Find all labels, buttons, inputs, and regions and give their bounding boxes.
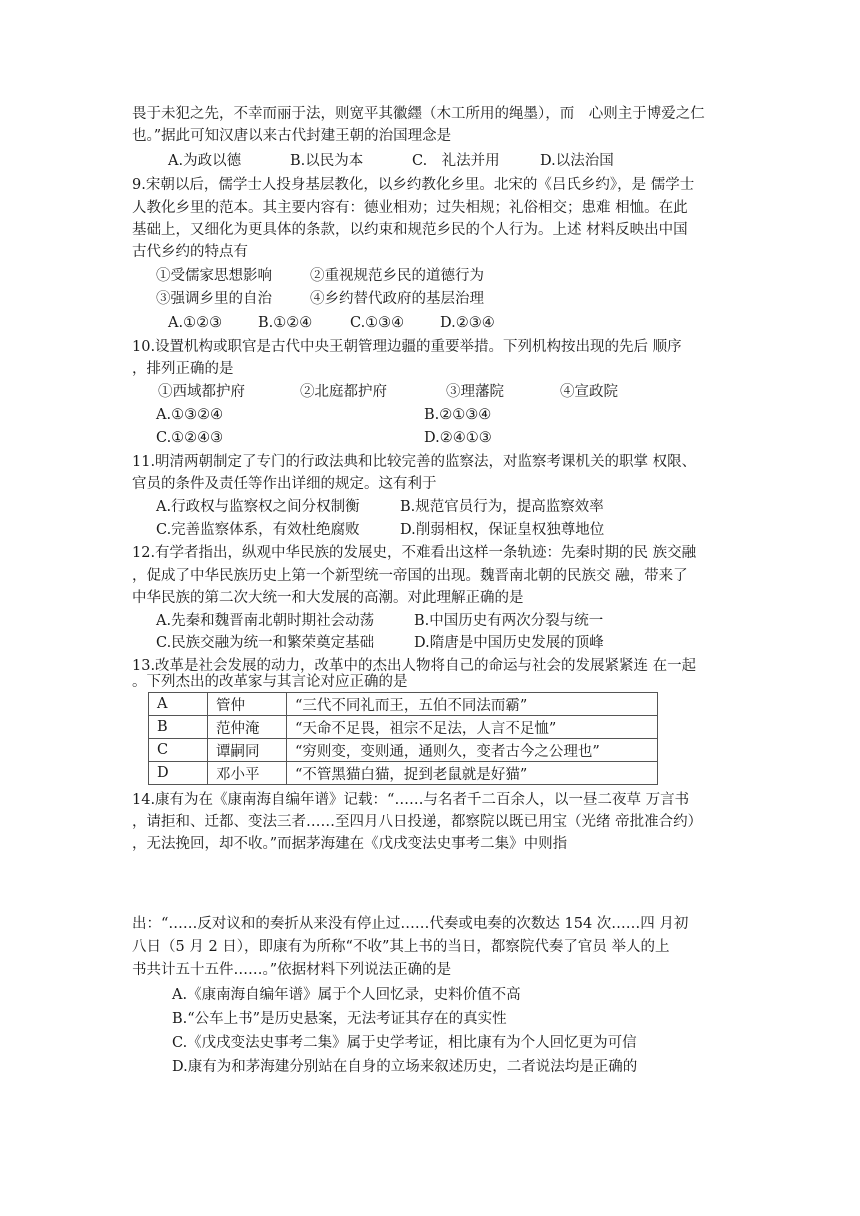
q11-option-c: C.完善监察体系，有效杜绝腐败 [156, 522, 360, 538]
q11-option-b: B.规范官员行为，提高监察效率 [400, 499, 604, 515]
q12-line-3: 中华民族的第二次大统一和大发展的高潮。对此理解正确的是 [132, 590, 524, 606]
q13-opt-b: B [149, 716, 208, 739]
q10-item-1: ①西域都护府 [158, 384, 245, 400]
table-row [149, 716, 658, 739]
q14-line-2: ，请拒和、迁都、变法三者……至四月八日投递，都察院以既已用宝（光绪 帝批准合约） [132, 814, 703, 830]
q14-line-6: 书共计五十五件……。”依据材料下列说法正确的是 [132, 962, 452, 978]
q8-line-1: 畏于未犯之先，不幸而丽于法，则宽平其徽纆（木工所用的绳墨），而 心则主于博爱之仁 [132, 106, 705, 122]
q10-item-4: ④宣政院 [560, 384, 618, 400]
q12-line-1: 12.有学者指出，纵观中华民族的发展史，不难看出这样一条轨迹：先秦时期的民 族交融 [132, 545, 697, 561]
q10-line-2: ，排列正确的是 [132, 361, 234, 377]
q10-option-a: A.①③②④ [156, 407, 224, 423]
q13-name-b: 范仲淹 [208, 716, 287, 739]
q14-option-b: B.“公车上书”是历史悬案，无法考证其存在的真实性 [172, 1011, 507, 1027]
q9-option-d: D.②③④ [440, 315, 495, 331]
q8-line-2: 也。”据此可知汉唐以来古代封建王朝的治国理念是 [132, 128, 452, 144]
q8-option-c: C. 礼法并用 [412, 153, 500, 169]
q8-option-d: D.以法治国 [540, 153, 614, 169]
q9-line-3: 基础上，又细化为更具体的条款，以约束和规范乡民的个人行为。上述 材料反映出中国 [132, 222, 688, 238]
table-row [149, 762, 658, 785]
q13-name-c: 谭嗣同 [208, 739, 287, 762]
q12-option-c: C.民族交融为统一和繁荣奠定基础 [156, 635, 375, 651]
q10-option-d: D.②④①③ [424, 430, 492, 446]
q9-item-4: ④乡约替代政府的基层治理 [310, 291, 484, 307]
q13-name-d: 邓小平 [208, 762, 287, 785]
q14-line-1: 14.康有为在《康南海自编年谱》记载：“……与名者千二百余人，以一昼二夜草 万言书 [132, 792, 690, 808]
q9-line-4: 古代乡约的特点有 [132, 244, 248, 260]
q9-line-1: 9.宋朝以后，儒学士人投身基层教化，以乡约教化乡里。北宋的《吕氏乡约》，是 儒学士 [132, 177, 695, 193]
q12-option-d: D.隋唐是中国历史发展的顶峰 [414, 635, 604, 651]
q13-line-2: 。下列杰出的改革家与其言论对应正确的是 [132, 674, 408, 690]
q12-option-b: B.中国历史有两次分裂与统一 [414, 613, 604, 629]
table-row [149, 739, 658, 762]
q9-line-2: 人教化乡里的范本。其主要内容有：德业相劝；过失相规；礼俗相交；患难 相恤。在此 [132, 200, 688, 216]
q13-quote-a: “三代不同礼而王，五伯不同法而霸” [287, 693, 658, 716]
q10-option-b: B.②①③④ [424, 407, 492, 423]
q12-option-a: A.先秦和魏晋南北朝时期社会动荡 [156, 613, 375, 629]
table-row [149, 693, 658, 716]
q10-item-3: ③理藩院 [446, 384, 504, 400]
q13-table [148, 692, 658, 785]
q13-quote-b: “天命不足畏，祖宗不足法，人言不足恤” [287, 716, 658, 739]
q9-option-b: B.①②④ [258, 315, 313, 331]
q13-quote-d: “不管黑猫白猫，捉到老鼠就是好猫” [287, 762, 658, 785]
q12-line-2: ，促成了中华民族历史上第一个新型统一帝国的出现。魏晋南北朝的民族交 融，带来了 [132, 568, 688, 584]
q9-item-2: ②重视规范乡民的道德行为 [310, 268, 484, 284]
q11-option-d: D.削弱相权，保证皇权独尊地位 [400, 522, 605, 538]
q11-option-a: A.行政权与监察权之间分权制衡 [156, 499, 360, 515]
q14-line-4: 出：“……反对议和的奏折从来没有停止过……代奏或电奏的次数达 154 次……四 月初 [132, 916, 689, 932]
q10-line-1: 10.设置机构或职官是古代中央王朝管理边疆的重要举措。下列机构按出现的先后 顺序 [132, 339, 682, 355]
q13-opt-a: A [149, 693, 208, 716]
q9-item-1: ①受儒家思想影响 [156, 268, 272, 284]
q13-line-1: 13.改革是社会发展的动力，改革中的杰出人物将自己的命运与社会的发展紧紧连 在一起 [132, 658, 697, 674]
q11-line-1: 11.明清两朝制定了专门的行政法典和比较完善的监察法，对监察考课机关的职掌 权限、 [132, 454, 697, 470]
q11-line-2: 官员的条件及责任等作出详细的规定。这有利于 [132, 476, 437, 492]
q13-name-a: 管仲 [208, 693, 287, 716]
q10-item-2: ②北庭都护府 [300, 384, 387, 400]
q14-option-c: C.《戊戌变法史事考二集》属于史学考证，相比康有为个人回忆更为可信 [172, 1035, 637, 1051]
q9-option-a: A.①②③ [168, 315, 223, 331]
q14-line-3: ，无法挽回，却不收。”而据茅海建在《戊戌变法史事考二集》中则指 [132, 836, 568, 852]
q9-option-c: C.①③④ [350, 315, 405, 331]
q13-opt-c: C [149, 739, 208, 762]
q9-item-3: ③强调乡里的自治 [156, 291, 272, 307]
q10-option-c: C.①②④③ [156, 430, 224, 446]
q14-line-5: 八日（5 月 2 日），即康有为所称“不收”其上书的当日，都察院代奏了官员 举人的上 [132, 939, 670, 955]
q13-quote-c: “穷则变，变则通，通则久，变者古今之公理也” [287, 739, 658, 762]
q14-option-d: D.康有为和茅海建分别站在自身的立场来叙述历史，二者说法均是正确的 [172, 1059, 638, 1075]
q8-option-a: A.为政以德 [168, 153, 242, 169]
q14-option-a: A.《康南海自编年谱》属于个人回忆录，史料价值不高 [172, 987, 521, 1003]
q13-opt-d: D [149, 762, 208, 785]
q8-option-b: B.以民为本 [290, 153, 364, 169]
